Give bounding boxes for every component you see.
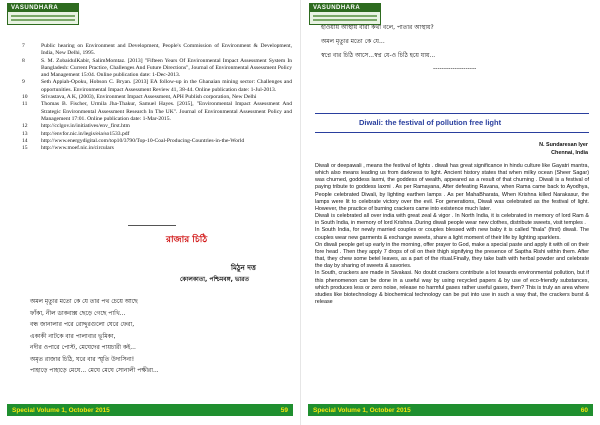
reference-item: 13 http://envfor.nic.in/legis/eia/so1533.pdf <box>22 130 130 137</box>
article-paragraph: In South, crackers are made in Sivakasi. No doubt crackers contribute a lot towards environmental pollution, but if this phenomenon can be done in a useful way by using recycled papers & by use of eco-friendly substances, which produces less or zero noise, release no harmful gases rather useful gases, then? This is truly an area where studies like biotechnology & biochemical technology can be put into use in such a way that, the crackers burst & release <box>315 270 589 305</box>
reference-item: 9 Seth Appiah-Opoku, Hobson C. Bryan. [2013] EA follow-up in the Ghanaian mining sector: Challenges and opportunities. Environmental Impact Assessment Review 41, 38-44. Online publication date: 1-Jul-2013. <box>22 79 292 93</box>
poem-line: অমল মৃত্যুর মতো কে যে... <box>321 38 385 45</box>
poem-line: স্বপ্নে বার চিঠি আসে...স্বপ্ন যে-ও চিঠি হয়ে যায়... <box>321 52 436 59</box>
poem-line: একাকী নাটকে বার পালাবার ভূমিকা, <box>30 332 116 340</box>
footer-volume: Special Volume 1, October 2015 <box>12 406 110 414</box>
poem-line: ফাঁকা, নীল ডাকবাক্স ছেড়ে গেছে পাখি... <box>30 309 126 317</box>
poem-line: নদীর ওপারে পোস্ট, মেঘেদের পায়চারী কই... <box>30 344 136 351</box>
poem-author: মিঠুন দত্ত <box>231 264 256 272</box>
poem-body <box>30 296 159 377</box>
poem-line: বন্ধ জানালার পরে রোদ্দুরগুলো ঘেরে ফেরা, <box>30 321 135 328</box>
page-footer <box>308 404 593 416</box>
article-author: N. Sundaresan Iyer <box>539 142 588 148</box>
article-author-location: Chennai, India <box>551 150 588 156</box>
reference-item: 15 http://www.moef.nic.in/circulars <box>22 145 114 152</box>
right-page <box>300 0 600 425</box>
poem-title: রাজার চিঠি <box>166 235 208 245</box>
reference-item: 11 Thomas B. Fischer, Urmila Jha-Thakur, Samuel Hayes. [2015], "Environmental Impact Assessment And Strategic Environmental Assessment Research In The UK". Journal of Environmental Assessment Policy and Management 17:01. Online publication date: 1-Mar-2015. <box>22 101 292 122</box>
logo-title: VASUNDHARA <box>310 4 380 12</box>
title-top-rule <box>315 113 589 114</box>
reference-item: 10 Srivastava, A K, (2003), Environment Impact Assessment, APH Publish corporation, New Delhi <box>22 94 257 101</box>
poem-line: হাওয়ায় আস্থায় বারা কথা বলে, পাতার আস্থায়? <box>321 24 434 31</box>
poem-line: অমৃত রাজার চিঠি, ঘরে বার স্মৃতি উদাসিনা! <box>30 355 135 363</box>
section-divider <box>128 225 176 226</box>
reference-item: 14 http://www.energydigital.com/top10/3790/Top-10-Coal-Producing-Countries-in-the-World <box>22 137 245 144</box>
poem-continuation <box>321 21 476 75</box>
logo-title: VASUNDHARA <box>8 4 78 12</box>
journal-logo <box>7 3 79 25</box>
article-body <box>315 163 589 306</box>
article-title: Diwali: the festival of pollution free light <box>359 118 502 127</box>
footer-page-number: 59 <box>280 406 288 414</box>
reference-item: 12 http://cclgov.in/initiatives/env_first.htm <box>22 123 130 130</box>
footer-volume: Special Volume 1, October 2015 <box>313 406 411 414</box>
reference-item: 8 S. M. ZobaidulKabir, SalimMomtaz. [2013] "Fifteen Years Of Environmental Impact Assessment System In Bangladesh: Current Practice, Challenges And Future Directions", Journal of Environmental Assessment Policy and Management 15:04. Online publication date: 1-Dec-2013. <box>22 57 292 79</box>
dash-separator: -------------------- <box>433 65 477 72</box>
poem-line: পাহাড়ে পাহাড়ে মেঘে... মেঘে মেঘে সোনালী পক্ষীরা... <box>30 367 159 374</box>
article-author-block <box>315 141 588 157</box>
reference-list <box>22 43 292 152</box>
footer-page-number: 60 <box>580 406 588 414</box>
page-footer <box>7 404 293 416</box>
article-paragraph: On diwali people get up early in the morning, offer prayer to God, make a special paste and apply it with oil on their fore head . Then they apply 7 drops of oil on their thigh signifying the presence of Saptha Rishi within them. After that, they chew some betel leaves, as a part of the ritual.Finally, they take bath with herbal powder and celebrate the day by sharing of sweets & savories. <box>315 241 589 270</box>
poem-author-location: কোলকাতা, পশ্চিমবঙ্গ, ভারত <box>180 276 249 283</box>
logo-graphic <box>8 12 78 25</box>
title-bottom-rule <box>315 132 589 133</box>
poem-line: অমল মৃত্যুর মতো কে যে তার পথ চেয়ে আছে <box>30 298 138 305</box>
reference-item: 7 Public hearing on Environment and Development, People's Commission of Environment & Development, India, New Delhi, 1995. <box>22 43 292 57</box>
article-paragraph: Diwali or deepawali , means the festival of lights . diwali has great significance in hindu culture like Gayatri mantra, which also means leading us from darkness to light. Ancient history states that when milky ocean (Sheer Sagar) was churned, goddess laxmi, the goddess of wealth, appeared as a result of that churning . Diwali is a festival of paying tribute to goddess laxmi . As per Ramayana, After defeating Ravana, when Rama came back to Ayodhya, People celebrated Diwali, by lighting earthen lamps . As per MahaBharata, When Krishna killed Narakasur, the lamps were lit to celebrate victory over the evil. For generations, Diwali was celebrated as the festival of light. However, the practice of burning crackers came into existence much later. <box>315 163 589 212</box>
article-paragraph: Diwali is celebrated all over india with great zeal & vigor . In North India, it is celebrated in memory of lord Ram & in South India, in memory of lord Krishna .During diwali people wear new clothes, distribute sweets, visit temples . <box>315 213 589 227</box>
article-paragraph: In South India, for newly married couples or couples blessed with new baby it is called "thala" (first) diwali. The couples wear new garments & exchange sweets, share a light moment of their life by lighting sparklers. <box>315 227 589 241</box>
